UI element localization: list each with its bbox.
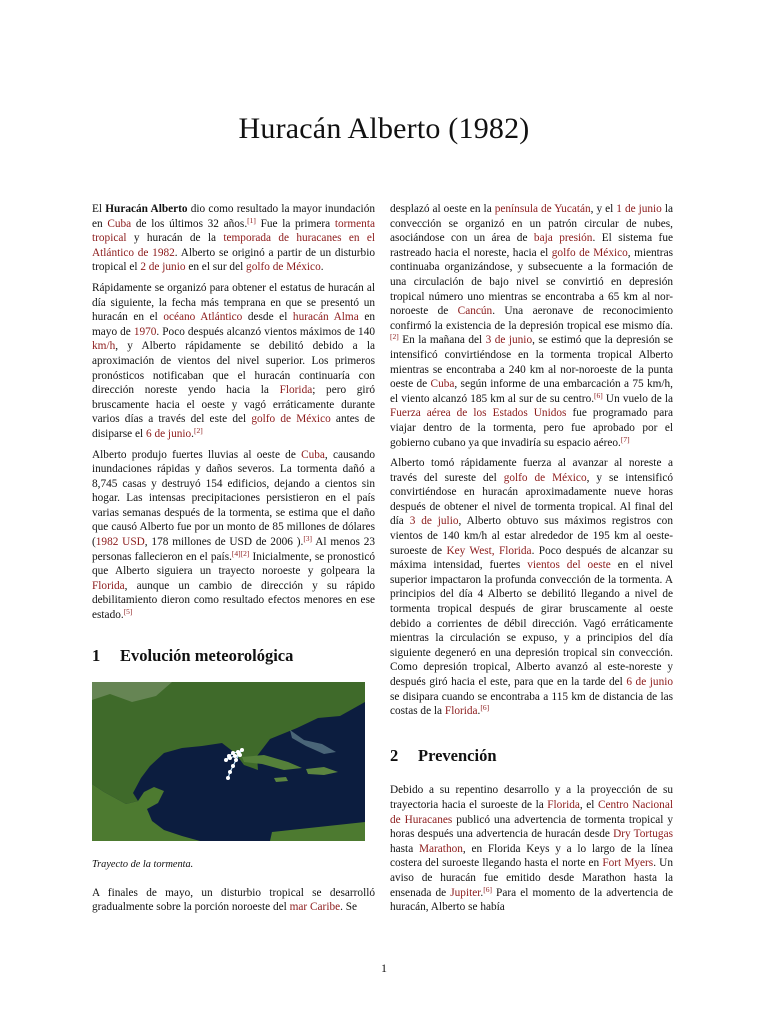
storm-track-point (238, 753, 242, 757)
wiki-link[interactable]: Key West, Florida (446, 544, 532, 557)
wiki-link[interactable]: península de Yucatán (494, 203, 591, 215)
citation-ref[interactable]: [6] (480, 703, 490, 713)
text-run: la convección se organizó en un patrón circular de nubes, asociándose con un área de (390, 203, 673, 245)
text-run: Al menos 23 personas fallecieron en el país. (92, 536, 375, 563)
text-run: hasta (390, 842, 419, 855)
text-run: Para el momento de la advertencia de huracán, Alberto se había (390, 886, 674, 914)
text-run: Fue la primera (255, 217, 335, 230)
text-run: Debido a su repentino desarrollo y a la proyección de su trayectoria hacia el suroeste de la (390, 784, 673, 811)
storm-track-point (226, 776, 230, 780)
page-title: Huracán Alberto (1982) (238, 112, 530, 145)
text-run: fue programado para viajar dentro de la tormenta, pero fue aprobado por el gobierno cubano ya que invadiría su espacio aéreo. (390, 407, 673, 449)
bold-text: Huracán Alberto (105, 203, 188, 215)
paragraph-evolution-start (92, 886, 375, 915)
citation-ref[interactable]: [7] (620, 434, 630, 444)
text-run: Un vuelo de la (602, 392, 673, 405)
text-run: . El sistema fue rastreado hacia el noreste, hacia el (390, 232, 673, 259)
text-run: , mientras continuaba organizándose, y subsecuente a la formación de una circulación de bajo nivel se convirtió en depresión tropical número uno mientras se encontraba a 65 km al nor-noroeste de (390, 246, 673, 318)
text-run: . Poco después de alcanzar su máxima intensidad, fuertes (390, 544, 673, 572)
text-run: , aunque un cambio de dirección y su rápido debilitamiento dieron como resultado efectos menores en ese estado. (92, 579, 375, 622)
wiki-link[interactable]: Cancún (457, 305, 493, 318)
text-run: , y se intensificó convirtiéndose en huracán aproximadamente nueve horas después de obtener el nivel de tormenta tropical. Al final del día (390, 471, 673, 528)
wiki-link[interactable]: golfo de México (503, 471, 587, 484)
wiki-link[interactable]: huracán Alma (292, 311, 359, 324)
text-run: . Se (340, 901, 358, 914)
section-title: Prevención (418, 745, 497, 765)
wiki-link[interactable]: 1970 (133, 325, 157, 338)
section-heading-prevention (390, 745, 673, 765)
text-run: , causando inundaciones rápidas y daños severos. La tormenta dañó a 8,745 casas y destruyó 154 edificios, dejando a cientos sin hogar. Las intensas precipitaciones persistieron en el país varias semanas después de la tormenta, se estima que el daño que causó Alberto fue por un monto de 85 millones de dólares ( (92, 448, 375, 549)
storm-track-point (228, 770, 232, 774)
text-run: Inicialmente, se pronosticó que Alberto siguiera un trayecto noroeste y golpeara la (92, 550, 375, 578)
text-run: , en Florida Keys y a lo largo de la línea costera del suroeste llegando hasta el norte en (390, 842, 673, 870)
citation-ref[interactable]: [1] (247, 215, 256, 225)
storm-track-point (234, 758, 238, 762)
text-run: . Alberto se originó a partir de un disturbio tropical el (92, 246, 375, 274)
citation-ref[interactable]: [4][2] (231, 548, 250, 558)
text-run: En la mañana del (398, 334, 486, 347)
text-run: y huracán de la (126, 232, 224, 245)
map-caption: Trayecto de la tormenta. (92, 859, 194, 871)
text-run: . Una aeronave de reconocimiento confirmó la existencia de la depresión tropical ese mismo día. (390, 305, 673, 332)
wiki-link[interactable]: Marathon (418, 842, 463, 855)
wiki-link[interactable]: Florida (279, 384, 313, 397)
storm-track-point (228, 756, 232, 760)
paragraph-formation (92, 281, 375, 442)
text-run: Rápidamente se organizó para obtener el estatus de huracán al día siguiente, la fecha más temprana en que se presentó un huracán en el (92, 281, 375, 324)
wiki-link[interactable]: 6 de junio (145, 427, 192, 440)
citation-ref[interactable]: [5] (123, 607, 133, 617)
section-number: 2 (390, 745, 399, 765)
wiki-link[interactable]: 2 de junio (140, 261, 186, 274)
wiki-link[interactable]: vientos del oeste (527, 559, 611, 572)
paragraph-evolution-cont (390, 202, 673, 450)
text-run: , y Alberto rápidamente se debilitó debido a la aproximación de vientos del nivel superior. Los primeros pronósticos notificaban que el huracán continuaría con dirección noreste yendo hacia la (92, 340, 375, 397)
text-run: en el nivel superior impactaron la profunda convección de la tormenta. A principios del día 4 Alberto se debilitó llegando a nivel de tormenta tropical después de girar bruscamente al oeste debido a corrientes de débil dirección. Vagó erráticamente mientras la circulación se expuso, y a principios del día siguiente degeneró en una depresión tropical sin convección. Como depresión tropical, Alberto avanzó al este-noreste y después giró hacia el este, para que en la tarde del (390, 559, 673, 688)
text-run: dio como resultado la mayor inundación en (92, 203, 375, 230)
storm-track-point (240, 748, 244, 752)
section-heading-evolution (92, 645, 375, 665)
wiki-link[interactable]: Florida (444, 705, 478, 718)
wiki-link[interactable]: Dry Tortugas (613, 828, 673, 841)
wiki-link[interactable]: Cuba (107, 217, 132, 230)
text-run: antes de disiparse el (92, 413, 375, 440)
wiki-link[interactable]: 1 de junio (616, 203, 662, 215)
page-number: 1 (381, 961, 387, 975)
text-run: , Alberto obtuvo sus máximos registros con vientos de 140 km/h al estar alrededor de 195 km al oeste-suroeste de (390, 515, 673, 557)
wiki-link[interactable]: tormenta tropical (92, 217, 375, 245)
right-column (390, 202, 673, 921)
text-run: , y el (590, 203, 617, 215)
text-run: de los últimos 32 años. (131, 217, 248, 230)
text-run: Alberto produjo fuertes lluvias al oeste de (92, 448, 302, 461)
paragraph-intensification (390, 456, 673, 719)
text-run: ; pero giró bruscamente hacia el oeste y vagó erráticamente durante varios días a través del este del (92, 384, 375, 426)
text-run: en el sur del (185, 261, 247, 274)
wiki-link[interactable]: 1982 USD (95, 536, 145, 549)
text-run: . (480, 886, 484, 899)
citation-ref[interactable]: [2] (193, 425, 203, 435)
paragraph-impact (92, 448, 375, 623)
text-run: . (191, 427, 194, 440)
text-run: , 178 millones de USD de 2006 ). (144, 536, 304, 549)
wiki-link[interactable]: km/h (92, 340, 116, 353)
left-column (92, 202, 375, 921)
text-run: en mayo de (92, 311, 375, 338)
text-run: . Un aviso de huracán fue emitido desde Marathon hasta la ensenada de (390, 857, 673, 899)
wiki-link[interactable]: temporada de huracanes en el Atlántico de 1982 (92, 232, 375, 259)
text-run: se disipara cuando se encontraba a 115 km de distancia de las costas de la (390, 690, 673, 718)
wiki-link[interactable]: golfo de México (251, 413, 331, 426)
wiki-link[interactable]: océano Atlántico (163, 311, 243, 324)
wiki-link[interactable]: golfo de México (551, 246, 628, 259)
intro-paragraph (92, 202, 375, 275)
wiki-link[interactable]: 3 de junio (485, 334, 533, 347)
storm-track-map[interactable] (92, 682, 365, 841)
wiki-link[interactable]: Cuba (301, 448, 325, 461)
storm-track-point (231, 764, 235, 768)
storm-track-point (233, 754, 237, 758)
text-run: . (477, 705, 481, 718)
section-number: 1 (92, 645, 101, 665)
wiki-link[interactable]: Florida (547, 798, 580, 811)
wiki-link[interactable]: Florida (92, 579, 125, 592)
text-run: desplazó al oeste en la (390, 203, 495, 215)
text-run: Alberto tomó rápidamente fuerza al avanzar al noreste a través del sureste del (390, 457, 673, 484)
text-run: , el (579, 798, 598, 811)
text-run: . Poco después alcanzó vientos máximos de 140 (156, 325, 375, 338)
storm-track-point (224, 758, 228, 762)
citation-ref[interactable]: [2] (390, 332, 399, 342)
text-run: , según informe de una embarcación a 75 km/h, el viento alcanzó 185 km al sur de su centro. (390, 378, 673, 405)
wiki-link[interactable]: 6 de junio (626, 676, 673, 688)
text-run: publicó una advertencia de tormenta tropical y horas después una advertencia de huracán desde (390, 813, 673, 841)
text-run: El (92, 203, 106, 215)
wiki-link[interactable]: 3 de julio (409, 515, 459, 528)
wiki-link[interactable]: golfo de México (246, 261, 321, 274)
wiki-link[interactable]: baja presión (533, 232, 593, 245)
wiki-link[interactable]: Fort Myers (602, 857, 654, 870)
wiki-link[interactable]: Fuerza aérea de los Estados Unidos (390, 407, 567, 420)
text-run: , se estimó que la depresión se intensificó convirtiéndose en la tormenta tropical Alberto mientras se encontraba a 240 km al nor-noroeste de la punta oeste de (390, 334, 673, 391)
wiki-link[interactable]: mar Caribe (289, 901, 341, 914)
paragraph-prevention (390, 783, 673, 914)
section-title: Evolución meteorológica (120, 645, 294, 665)
text-run: . (320, 261, 324, 274)
text-run: desde el (242, 311, 293, 324)
map-image (92, 682, 365, 841)
citation-ref[interactable]: [3] (303, 534, 313, 544)
wiki-link[interactable]: Cuba (430, 378, 455, 391)
citation-ref[interactable]: [6] (483, 884, 492, 894)
wiki-link[interactable]: Jupiter (450, 886, 481, 899)
text-run: A finales de mayo, un disturbio tropical se desarrolló gradualmente sobre la porción noroeste del (92, 886, 375, 914)
citation-ref[interactable]: [6] (594, 390, 603, 400)
wiki-link[interactable]: Centro Nacional de Huracanes (390, 798, 673, 826)
